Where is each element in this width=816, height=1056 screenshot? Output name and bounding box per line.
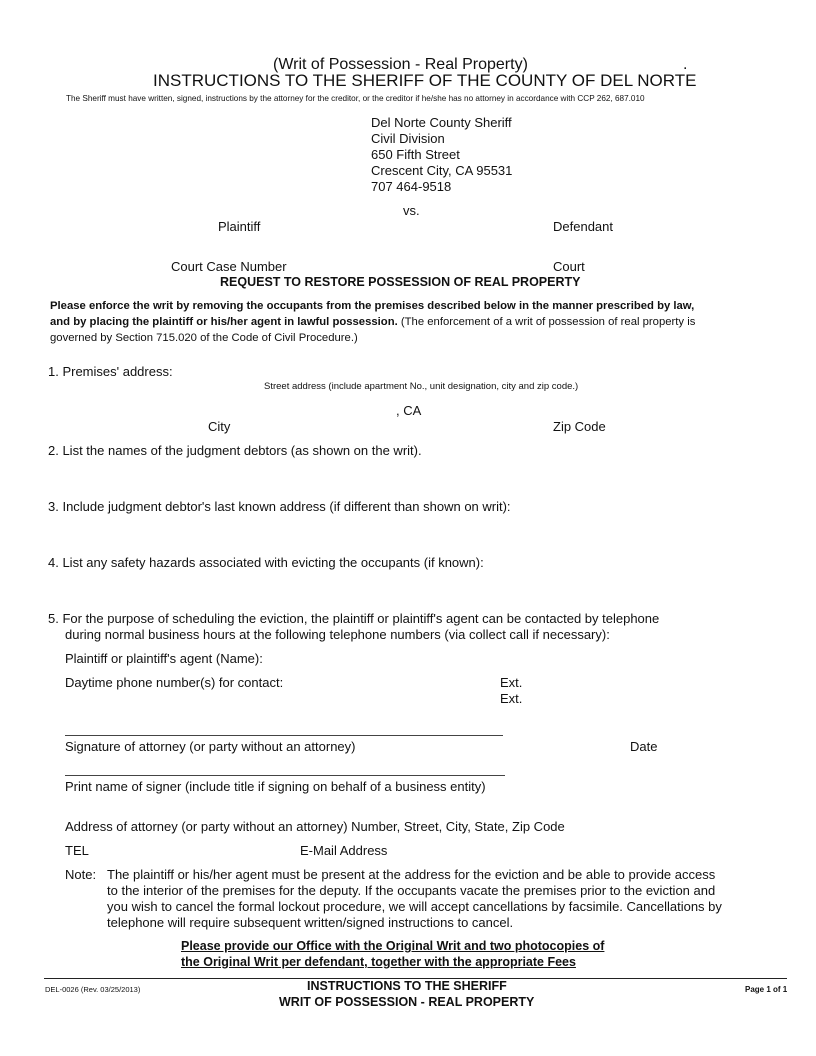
item-3-debtor-address: 3. Include judgment debtor's last known address (if different than shown on writ): bbox=[48, 499, 511, 514]
footer-title-2: WRIT OF POSSESSION - REAL PROPERTY bbox=[279, 995, 535, 1009]
note-line-3: you wish to cancel the formal lockout procedure, we will accept cancellations by facsimile. Cancellations by bbox=[107, 899, 722, 914]
item-5-line-2: during normal business hours at the following telephone numbers (via collect call if necessary): bbox=[65, 627, 610, 642]
intro-line-3: governed by Section 715.020 of the Code of Civil Procedure.) bbox=[50, 332, 358, 344]
intro-line-2-bold: and by placing the plaintiff or his/her agent in lawful possession. bbox=[50, 316, 398, 328]
sheriff-street: 650 Fifth Street bbox=[371, 147, 460, 162]
page-number: Page 1 of 1 bbox=[745, 985, 788, 994]
form-id: DEL-0026 (Rev. 03/25/2013) bbox=[45, 985, 141, 994]
reminder-line-1: Please provide our Office with the Original Writ and two photocopies of bbox=[181, 939, 605, 953]
defendant-label: Defendant bbox=[553, 219, 613, 234]
email-label: E-Mail Address bbox=[300, 843, 388, 858]
print-name-line bbox=[65, 775, 505, 776]
footer-title-1: INSTRUCTIONS TO THE SHERIFF bbox=[307, 979, 507, 993]
court-label: Court bbox=[553, 259, 585, 274]
signature-label: Signature of attorney (or party without an attorney) bbox=[65, 739, 356, 754]
sheriff-division: Civil Division bbox=[371, 131, 445, 146]
item-1-premises-address: 1. Premises' address: bbox=[48, 364, 173, 379]
writ-type-heading: (Writ of Possession - Real Property) bbox=[273, 56, 528, 73]
ext-label-1: Ext. bbox=[500, 675, 523, 690]
reminder-line-2: the Original Writ per defendant, together with the appropriate Fees bbox=[181, 955, 576, 969]
item-2-judgment-debtors: 2. List the names of the judgment debtors (as shown on the writ). bbox=[48, 443, 422, 458]
sheriff-phone: 707 464-9518 bbox=[371, 179, 452, 194]
agent-name-label: Plaintiff or plaintiff's agent (Name): bbox=[65, 651, 263, 666]
attorney-address-label: Address of attorney (or party without an attorney) Number, Street, City, State, Zip Code bbox=[65, 819, 565, 834]
vs-label: vs. bbox=[403, 203, 420, 218]
note-line-1: The plaintiff or his/her agent must be present at the address for the eviction and be able to provide access bbox=[107, 867, 716, 882]
ext-label-2: Ext. bbox=[500, 691, 523, 706]
intro-line-1: Please enforce the writ by removing the occupants from the premises described below in the manner prescribed by law, bbox=[50, 300, 695, 312]
note-line-2: to the interior of the premises for the deputy. If the occupants vacate the premises prior to the eviction and bbox=[107, 883, 716, 898]
print-name-label: Print name of signer (include title if signing on behalf of a business entity) bbox=[65, 779, 486, 794]
sheriff-city: Crescent City, CA 95531 bbox=[371, 163, 513, 178]
zip-code-label: Zip Code bbox=[553, 419, 606, 434]
note-line-4: telephone will require subsequent written/signed instructions to cancel. bbox=[107, 915, 514, 930]
note-label: Note: bbox=[65, 867, 97, 882]
state-suffix: , CA bbox=[396, 403, 422, 418]
request-title: REQUEST TO RESTORE POSSESSION OF REAL PROPERTY bbox=[220, 275, 581, 289]
tel-label: TEL bbox=[65, 843, 89, 858]
street-address-hint: Street address (include apartment No., unit designation, city and zip code.) bbox=[264, 381, 579, 392]
court-case-number-label: Court Case Number bbox=[171, 259, 287, 274]
intro-line-2-normal: (The enforcement of a writ of possession of real property is bbox=[397, 316, 696, 328]
intro-line-2 bbox=[50, 316, 695, 328]
daytime-phone-label: Daytime phone number(s) for contact: bbox=[65, 675, 284, 690]
plaintiff-label: Plaintiff bbox=[218, 219, 261, 234]
item-4-safety-hazards: 4. List any safety hazards associated with evicting the occupants (if known): bbox=[48, 555, 484, 570]
signature-line bbox=[65, 735, 503, 736]
sheriff-notice: The Sheriff must have written, signed, instructions by the attorney for the creditor, or the creditor if he/she has no attorney in accordance with CCP 262, 687.010 bbox=[66, 94, 645, 103]
date-label: Date bbox=[630, 739, 658, 754]
city-label: City bbox=[208, 419, 231, 434]
period-mark: . bbox=[683, 56, 688, 73]
sheriff-name: Del Norte County Sheriff bbox=[371, 115, 512, 130]
item-5-line-1: 5. For the purpose of scheduling the eviction, the plaintiff or plaintiff's agent can be contacted by telephone bbox=[48, 611, 660, 626]
page-title: INSTRUCTIONS TO THE SHERIFF OF THE COUNTY OF DEL NORTE bbox=[153, 71, 697, 90]
